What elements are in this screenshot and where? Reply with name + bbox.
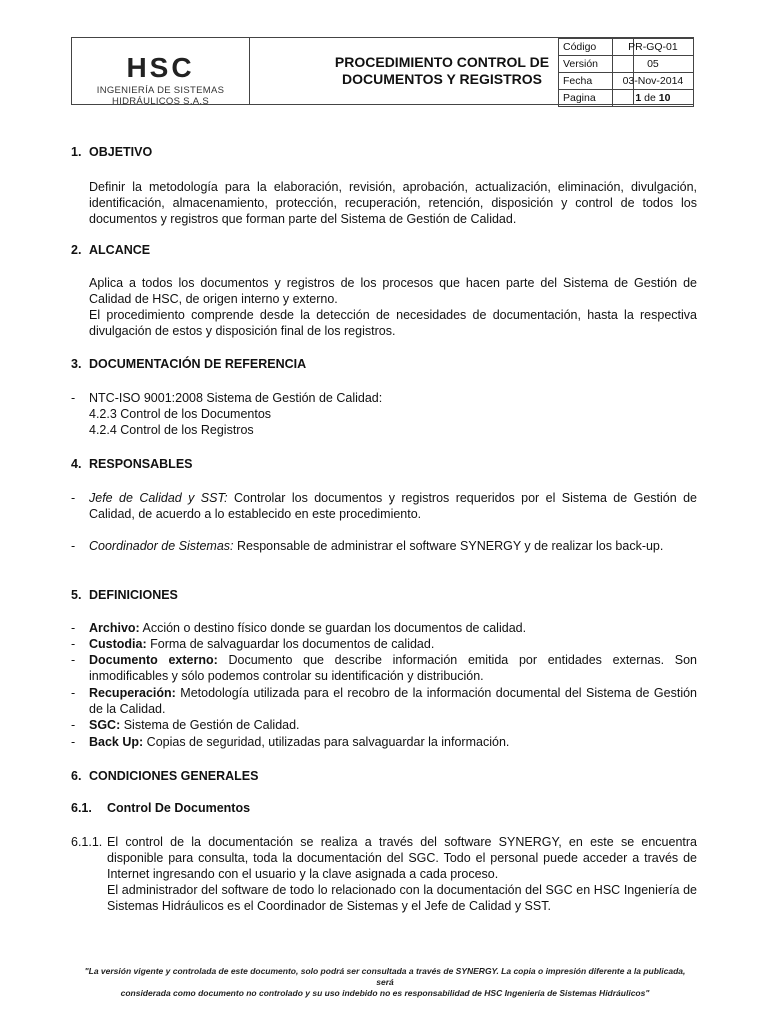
responsable-item <box>71 538 697 554</box>
definition-description: Sistema de Gestión de Calidad. <box>120 718 300 732</box>
definition-item <box>71 734 697 750</box>
section-heading-objetivo <box>71 145 152 159</box>
alcance-paragraph-2: El procedimiento comprende desde la detección de necesidades de documentación, hasta la respectiva divulgación de estos y disposición final de los registros. <box>89 308 697 338</box>
section-heading-responsables <box>71 457 193 471</box>
meta-key: Versión <box>559 56 613 73</box>
list-bullet: - <box>71 686 76 700</box>
section-number: 1. <box>71 145 82 159</box>
page-number <box>612 90 693 107</box>
definition-item <box>71 636 697 652</box>
section-number: 2. <box>71 243 82 257</box>
reference-text: NTC-ISO 9001:2008 Sistema de Gestión de Calidad: <box>89 391 383 405</box>
meta-row-date <box>559 73 694 90</box>
responsable-text <box>89 538 697 554</box>
definition-item <box>71 717 697 733</box>
page-of: de <box>644 92 656 104</box>
section-number: 6. <box>71 769 82 783</box>
logo-line-2: HIDRÁULICOS S.A.S <box>112 96 209 104</box>
definition-text <box>89 620 697 636</box>
definition-term: Archivo: <box>89 621 140 635</box>
definition-term: SGC: <box>89 718 121 732</box>
definition-text <box>89 652 697 684</box>
meta-key: Pagina <box>559 90 613 107</box>
definition-text <box>89 717 697 733</box>
paragraph-number: 6.1.1. <box>71 835 103 849</box>
responsable-item <box>71 490 697 522</box>
reference-subitem-1: 4.2.3 Control de los Documentos <box>89 407 272 421</box>
definition-item <box>71 620 697 636</box>
definition-term: Custodia: <box>89 637 147 651</box>
footer-line-1: "La versión vigente y controlada de este documento, solo podrá ser consultada a través de SYNERGY. La copia o impresión diferente a la publicada, será <box>84 966 686 987</box>
responsable-description: Responsable de administrar el software SYNERGY y de realizar los back-up. <box>233 539 664 553</box>
section-heading-definiciones <box>71 588 178 602</box>
section-title: DEFINICIONES <box>89 588 178 602</box>
subsection-number: 6.1. <box>71 801 92 815</box>
subsection-title: Control De Documentos <box>107 801 251 815</box>
logo-subtitle <box>72 85 249 104</box>
title-line-2: DOCUMENTOS Y REGISTROS <box>342 71 542 87</box>
definition-term: Documento externo: <box>89 653 218 667</box>
meta-row-version <box>559 56 694 73</box>
company-logo <box>72 38 250 104</box>
list-bullet: - <box>71 621 76 635</box>
page-current: 1 <box>635 92 642 104</box>
section-title: CONDICIONES GENERALES <box>89 769 259 783</box>
section-title: DOCUMENTACIÓN DE REFERENCIA <box>89 357 307 371</box>
definition-description: Forma de salvaguardar los documentos de calidad. <box>146 637 435 651</box>
definition-text <box>89 636 697 652</box>
reference-subitem-2: 4.2.4 Control de los Registros <box>89 423 254 437</box>
document-metadata-table <box>558 38 694 107</box>
list-bullet: - <box>71 637 76 651</box>
reference-item <box>71 390 697 438</box>
section-heading-alcance <box>71 243 150 257</box>
paragraph-6-1-1 <box>71 834 697 914</box>
section-title: ALCANCE <box>89 243 151 257</box>
meta-value: 05 <box>612 56 693 73</box>
responsable-text <box>89 490 697 522</box>
meta-key: Código <box>559 39 613 56</box>
section-heading-condiciones <box>71 769 258 783</box>
meta-row-code <box>559 39 694 56</box>
paragraph-text-2: El administrador del software de todo lo relacionado con la documentación del SGC en HSC Ingeniería de Sistemas Hidráulicos es el Coordinador de Sistemas y el Jefe de Calidad y SST. <box>107 883 697 913</box>
list-bullet: - <box>71 735 76 749</box>
section-title: OBJETIVO <box>89 145 153 159</box>
title-line-1: PROCEDIMIENTO CONTROL DE <box>334 54 550 70</box>
definition-text <box>89 685 697 717</box>
document-footer-note <box>80 966 690 999</box>
section-number: 5. <box>71 588 82 602</box>
meta-value: PR-GQ-01 <box>612 39 693 56</box>
alcance-paragraph-1: Aplica a todos los documentos y registros de los procesos que hacen parte del Sistema de Gestión de Calidad de HSC, de origen interno y externo. <box>89 276 697 306</box>
definition-description: Documento que describe información emitida por entidades externas. Son inmodificables y sólo podemos controlar su identificación y distribución. <box>89 653 698 683</box>
definition-text <box>89 734 697 750</box>
list-bullet: - <box>71 653 76 667</box>
section-title: RESPONSABLES <box>89 457 193 471</box>
section-heading-documentacion <box>71 357 306 371</box>
responsable-role: Coordinador de Sistemas: <box>89 539 234 553</box>
logo-line-1: INGENIERÍA DE SISTEMAS <box>96 85 225 96</box>
definition-item <box>71 685 697 717</box>
meta-value: 03-Nov-2014 <box>612 73 693 90</box>
meta-key: Fecha <box>559 73 613 90</box>
logo-brand: HSC <box>126 52 195 83</box>
responsable-role: Jefe de Calidad y SST: <box>89 491 228 505</box>
list-bullet: - <box>71 491 76 505</box>
definition-term: Back Up: <box>89 735 144 749</box>
paragraph-text: El control de la documentación se realiza a través del software SYNERGY, en este se encuentra disponible para consulta, toda la documentación del SGC. Todo el personal puede acceder a través de Internet ingresando con el usuario y la clave asignada a cada proceso. <box>107 835 697 881</box>
list-bullet: - <box>71 391 76 405</box>
definition-description: Metodología utilizada para el recobro de la información documental del Sistema de Gestión de la Calidad. <box>89 686 697 716</box>
section-number: 3. <box>71 357 82 371</box>
footer-line-2: considerada como documento no controlado y su uso indebido no es responsabilidad de HSC Ingeniería de Sistemas Hidráulicos" <box>120 988 650 998</box>
definition-description: Copias de seguridad, utilizadas para salvaguardar la información. <box>143 735 510 749</box>
list-bullet: - <box>71 539 76 553</box>
page-total: 10 <box>658 92 671 104</box>
subsection-heading-control <box>71 801 250 815</box>
definition-item <box>71 652 697 684</box>
meta-row-page <box>559 90 694 107</box>
objetivo-paragraph: Definir la metodología para la elaboración, revisión, aprobación, actualización, eliminación, divulgación, identificación, almacenamiento, protección, recuperación, retención, disposición y control de todos los documentos y registros que forman parte del Sistema de Gestión de Calidad. <box>89 180 697 226</box>
document-header <box>71 37 694 105</box>
definition-description: Acción o destino físico donde se guardan los documentos de calidad. <box>139 621 527 635</box>
section-number: 4. <box>71 457 82 471</box>
responsable-description: Controlar los documentos y registros requeridos por el Sistema de Gestión de Calidad, de acuerdo a lo establecido en este procedimiento. <box>89 491 697 521</box>
list-bullet: - <box>71 718 76 732</box>
definition-term: Recuperación: <box>89 686 176 700</box>
